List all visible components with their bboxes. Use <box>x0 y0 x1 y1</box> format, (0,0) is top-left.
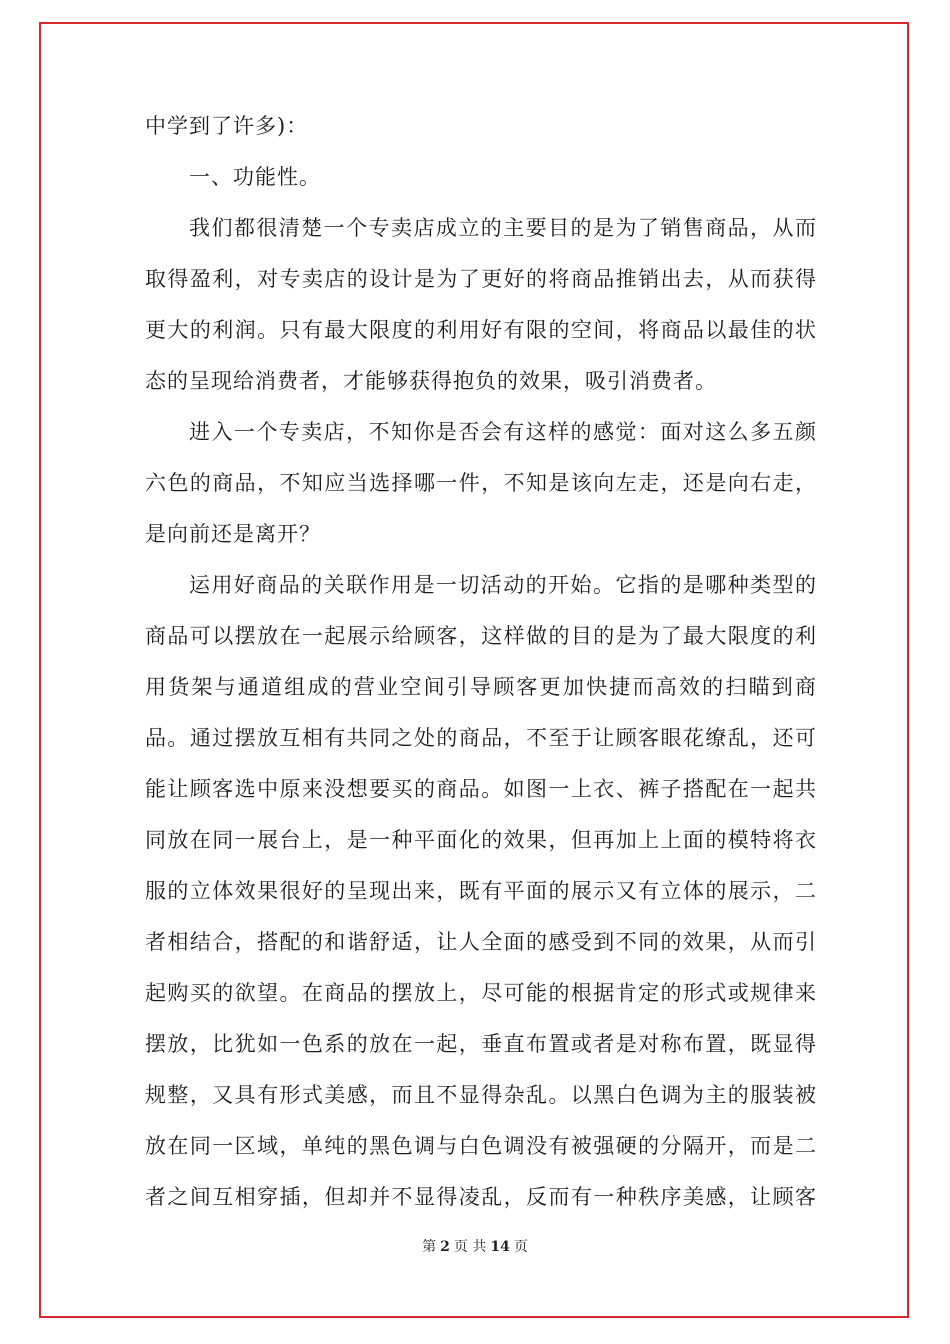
text-line: 品。通过摆放互相有共同之处的商品，不至于让顾客眼花缭乱，还可 <box>145 726 817 750</box>
text-line: 规整，又具有形式美感，而且不显得杂乱。以黑白色调为主的服装被 <box>145 1083 817 1107</box>
footer-prefix: 第 <box>422 1239 437 1255</box>
text-line: 我们都很清楚一个专卖店成立的主要目的是为了销售商品，从而 <box>189 216 817 240</box>
text-line: 六色的商品，不知应当选择哪一件，不知是该向左走，还是向右走， <box>145 471 817 495</box>
current-page-number: 2 <box>440 1239 450 1255</box>
text-line: 放在同一区域，单纯的黑色调与白色调没有被强硬的分隔开，而是二 <box>145 1134 817 1158</box>
text-line: 用货架与通道组成的营业空间引导顾客更加快捷而高效的扫瞄到商 <box>145 675 817 699</box>
text-line: 者相结合，搭配的和谐舒适，让人全面的感受到不同的效果，从而引 <box>145 930 817 954</box>
footer-suffix: 页 <box>513 1239 528 1255</box>
footer-middle: 页 共 <box>453 1239 487 1255</box>
text-line: 起购买的欲望。在商品的摆放上，尽可能的根据肯定的形式或规律来 <box>145 981 817 1005</box>
text-line: 取得盈利，对专卖店的设计是为了更好的将商品推销出去，从而获得 <box>145 267 817 291</box>
page-footer <box>0 1236 950 1256</box>
text-line: 服的立体效果很好的呈现出来，既有平面的展示又有立体的展示，二 <box>145 879 817 903</box>
text-line: 运用好商品的关联作用是一切活动的开始。它指的是哪种类型的 <box>189 573 817 597</box>
text-line: 更大的利润。只有最大限度的利用好有限的空间，将商品以最佳的状 <box>145 318 817 342</box>
text-line: 者之间互相穿插，但却并不显得凌乱，反而有一种秩序美感，让顾客 <box>145 1185 817 1209</box>
section-heading: 一、功能性。 <box>189 165 321 189</box>
text-line: 能让顾客选中原来没想要买的商品。如图一上衣、裤子搭配在一起共 <box>145 777 817 801</box>
text-line: 是向前还是离开？ <box>145 522 321 546</box>
text-line: 进入一个专卖店，不知你是否会有这样的感觉：面对这么多五颜 <box>189 420 817 444</box>
text-line: 同放在同一展台上，是一种平面化的效果，但再加上上面的模特将衣 <box>145 828 817 852</box>
document-body <box>145 101 817 1223</box>
text-line: 摆放，比犹如一色系的放在一起，垂直布置或者是对称布置，既显得 <box>145 1032 817 1056</box>
total-pages-number: 14 <box>490 1239 510 1255</box>
text-line: 态的呈现给消费者，才能够获得抱负的效果，吸引消费者。 <box>145 369 717 393</box>
text-line: 中学到了许多)： <box>145 114 309 138</box>
text-line: 商品可以摆放在一起展示给顾客，这样做的目的是为了最大限度的利 <box>145 624 817 648</box>
